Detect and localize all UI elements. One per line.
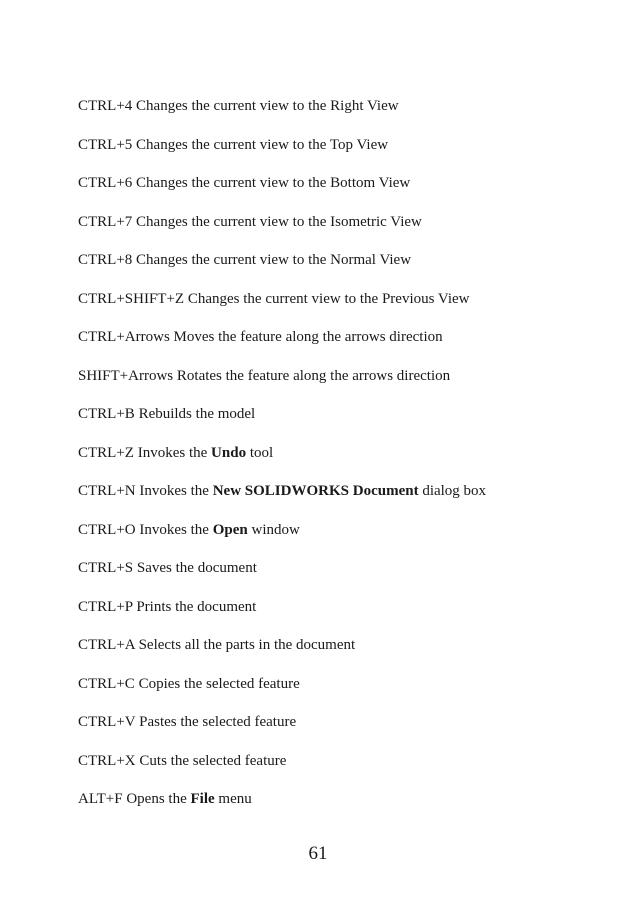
shortcut-item bbox=[78, 443, 486, 482]
shortcut-description: Changes the current view to the Normal View bbox=[136, 252, 412, 268]
shortcut-item bbox=[78, 135, 486, 174]
shortcut-key: CTRL+7 bbox=[78, 213, 133, 230]
shortcut-description: Selects all the parts in the document bbox=[138, 637, 356, 653]
shortcut-key: CTRL+SHIFT+Z bbox=[78, 290, 185, 307]
shortcut-description: Prints the document bbox=[136, 598, 257, 615]
shortcut-key: ALT+F bbox=[78, 791, 123, 807]
shortcut-item bbox=[78, 327, 486, 366]
shortcut-item bbox=[78, 635, 486, 674]
shortcut-key: CTRL+4 bbox=[78, 98, 133, 114]
shortcut-key: CTRL+Arrows bbox=[78, 329, 170, 345]
page-number: 61 bbox=[308, 843, 328, 864]
shortcut-description: Changes the current view to the Top View bbox=[136, 136, 389, 153]
shortcut-item bbox=[78, 789, 486, 828]
shortcut-item bbox=[78, 520, 486, 559]
shortcut-key: CTRL+5 bbox=[78, 136, 133, 153]
shortcut-key: CTRL+C bbox=[78, 675, 135, 692]
shortcut-description: Pastes the selected feature bbox=[139, 714, 297, 730]
shortcut-item bbox=[78, 366, 486, 405]
shortcut-key: CTRL+Z bbox=[78, 444, 134, 461]
shortcut-description: Cuts the selected feature bbox=[139, 752, 287, 769]
shortcut-item bbox=[78, 712, 486, 751]
shortcut-item bbox=[78, 558, 486, 597]
shortcut-key: CTRL+A bbox=[78, 637, 135, 653]
shortcut-description: Copies the selected feature bbox=[138, 675, 300, 692]
shortcut-description: Invokes the bbox=[139, 521, 209, 538]
shortcut-item bbox=[78, 751, 486, 790]
shortcut-item bbox=[78, 250, 486, 289]
shortcut-key: CTRL+V bbox=[78, 714, 136, 730]
shortcut-emphasis: File bbox=[190, 791, 215, 807]
shortcut-description-end: window bbox=[251, 521, 300, 538]
shortcut-item bbox=[78, 674, 486, 713]
shortcut-list bbox=[78, 96, 486, 828]
shortcut-key: SHIFT+Arrows bbox=[78, 367, 174, 384]
shortcut-description: Moves the feature along the arrows direction bbox=[173, 329, 443, 345]
shortcut-item bbox=[78, 212, 486, 251]
shortcut-item bbox=[78, 597, 486, 636]
shortcut-description-end: menu bbox=[218, 791, 252, 807]
shortcut-item bbox=[78, 173, 486, 212]
shortcut-emphasis: Open bbox=[212, 521, 248, 538]
shortcut-description: Saves the document bbox=[136, 560, 257, 576]
shortcut-emphasis: New SOLIDWORKS Document bbox=[212, 483, 419, 499]
shortcut-description: Changes the current view to the Isometric View bbox=[136, 213, 422, 230]
shortcut-description: Changes the current view to the Bottom View bbox=[136, 175, 411, 191]
shortcut-item bbox=[78, 481, 486, 520]
shortcut-key: CTRL+N bbox=[78, 483, 136, 499]
shortcut-description: Rotates the feature along the arrows direction bbox=[176, 367, 451, 384]
shortcut-item bbox=[78, 96, 486, 135]
shortcut-description: Changes the current view to the Previous View bbox=[187, 290, 470, 307]
shortcut-description: Invokes the bbox=[139, 483, 209, 499]
shortcut-description: Changes the current view to the Right View bbox=[136, 98, 399, 114]
shortcut-item bbox=[78, 404, 486, 443]
shortcut-key: CTRL+S bbox=[78, 560, 134, 576]
shortcut-key: CTRL+O bbox=[78, 521, 136, 538]
shortcut-description: Invokes the bbox=[137, 444, 208, 461]
shortcut-key: CTRL+X bbox=[78, 752, 136, 769]
shortcut-description: Rebuilds the model bbox=[138, 406, 256, 422]
shortcut-item bbox=[78, 289, 486, 328]
shortcut-emphasis: Undo bbox=[211, 444, 247, 461]
shortcut-key: CTRL+P bbox=[78, 598, 133, 615]
shortcut-description: Opens the bbox=[126, 791, 187, 807]
shortcut-description-end: dialog box bbox=[422, 483, 487, 499]
shortcut-key: CTRL+B bbox=[78, 406, 135, 422]
shortcut-key: CTRL+8 bbox=[78, 252, 133, 268]
shortcut-description-end: tool bbox=[249, 444, 274, 461]
shortcut-key: CTRL+6 bbox=[78, 175, 133, 191]
